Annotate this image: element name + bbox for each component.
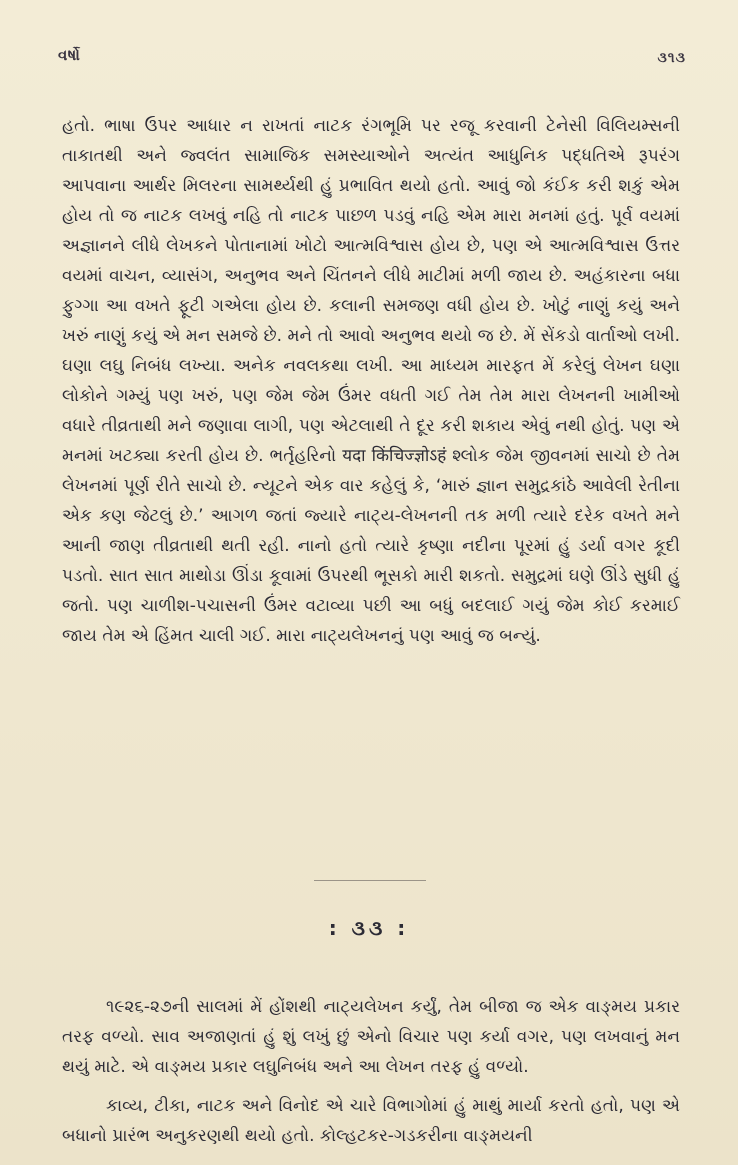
body-paragraph-3: કાવ્ય, ટીકા, નાટક અને વિનોદ એ ચારે વિભાગોમાં હું માથું માર્યા કરતો હતો, પણ એ બધાનો પ્રારંભ અનુકરણથી થયો હતો. કોલ્હટકર-ગડકરીના વાઙ્મયની [62, 1096, 680, 1146]
section-number: : ૩૩ : [328, 916, 410, 940]
running-head: વર્ષો [58, 46, 81, 64]
body-paragraph-2: ૧૯૨૬-૨૭ની સાલમાં મેં હોંશથી નાટ્યલેખન કર્યું, તેમ બીજા જ એક વાઙ્મય પ્રકાર તરફ વળ્યો. સાવ અજાણતાં હું શું લખું છું એનો વિચાર પણ કર્યા વગર, પણ લખવાનું મન થયું માટે. એ વાઙ્મય પ્રકાર લઘુનિબંધ અને આ લેખન તરફ હું વળ્યો. [62, 997, 680, 1077]
page-header [58, 46, 686, 76]
page-number: ૩૧૩ [657, 50, 686, 66]
body-paragraph-1: હતો. ભાષા ઉપર આધાર ન રાખતાં નાટક રંગભૂમિ પર રજૂ કરવાની ટેનેસી વિલિયમ્સની તાકાતથી અને જ્વલંત સામાજિક સમસ્યાઓને અત્યંત આધુનિક પદ્ધતિએ રૂપરંગ આપવાના આર્થર મિલરના સામર્થ્યથી હું પ્રભાવિત થયો હતો. આવું જો કંઈક કરી શકું એમ હોય તો જ નાટક લખવું નહિ તો નાટક પાછળ પડવું નહિ એમ મારા મનમાં હતું. પૂર્વ વયમાં અજ્ઞાનને લીધે લેખકને પોતાનામાં ખોટો આત્મવિશ્વાસ હોય છે, પણ એ આત્મવિશ્વાસ ઉત્તર વયમાં વાચન, વ્યાસંગ, અનુભવ અને ચિંતનને લીધે માટીમાં મળી જાય છે. અહંકારના બધા ફુગ્ગા આ વખતે ફૂટી ગએલા હોય છે. કલાની સમજણ વધી હોય છે. ખોટું નાણું કયું અને ખરું નાણું કયું એ મન સમજે છે. મને તો આવો અનુભવ થયો જ છે. મેં સેંકડો વાર્તાઓ લખી. ઘણા લઘુ નિબંધ લખ્યા. અનેક નવલકથા લખી. આ માધ્યમ મારફત મેં કરેલું લેખન ઘણા લોકોને ગમ્યું પણ ખરું, પણ જેમ જેમ ઉંમર વધતી ગઈ તેમ તેમ મારા લેખનની ખામીઓ વધારે તીવ્રતાથી મને જણાવા લાગી, પણ એટલાથી તે દૂર કરી શકાય એવું નથી હોતું. પણ એ મનમાં ખટક્યા કરતી હોય છે. ભર્તૃહરિનો यदा किंचिज्ज्ञोऽहं શ્લોક જેમ જીવનમાં સાચો છે તેમ લેખનમાં પૂર્ણ રીતે સાચો છે. ન્યૂટને એક વાર કહેલું કે, ‘મારું જ્ઞાન સમુદ્રકાંઠે આવેલી રેતીના એક કણ જેટલું છે.’ આગળ જતાં જ્યારે નાટ્ય-લેખનની તક મળી ત્યારે દરેક વખતે મને આની જાણ તીવ્રતાથી થતી રહી. નાનો હતો ત્યારે કૃષ્ણા નદીના પૂરમાં હું ડર્યા વગર કૂદી પડતો. સાત સાત માથોડા ઊંડા કૂવામાં ઉપરથી ભૂસકો મારી શકતો. સમુદ્રમાં ઘણે ઊંડે સુધી હું જતો. પણ ચાળીશ-પચાસની ઉંમર વટાવ્યા પછી આ બધું બદલાઈ ગયું જેમ કોઈ કરમાઈ જાય તેમ એ હિંમત ચાલી ગઈ. મારા નાટ્યલેખનનું પણ આવું જ બન્યું. [62, 116, 680, 646]
section-divider [314, 880, 426, 881]
